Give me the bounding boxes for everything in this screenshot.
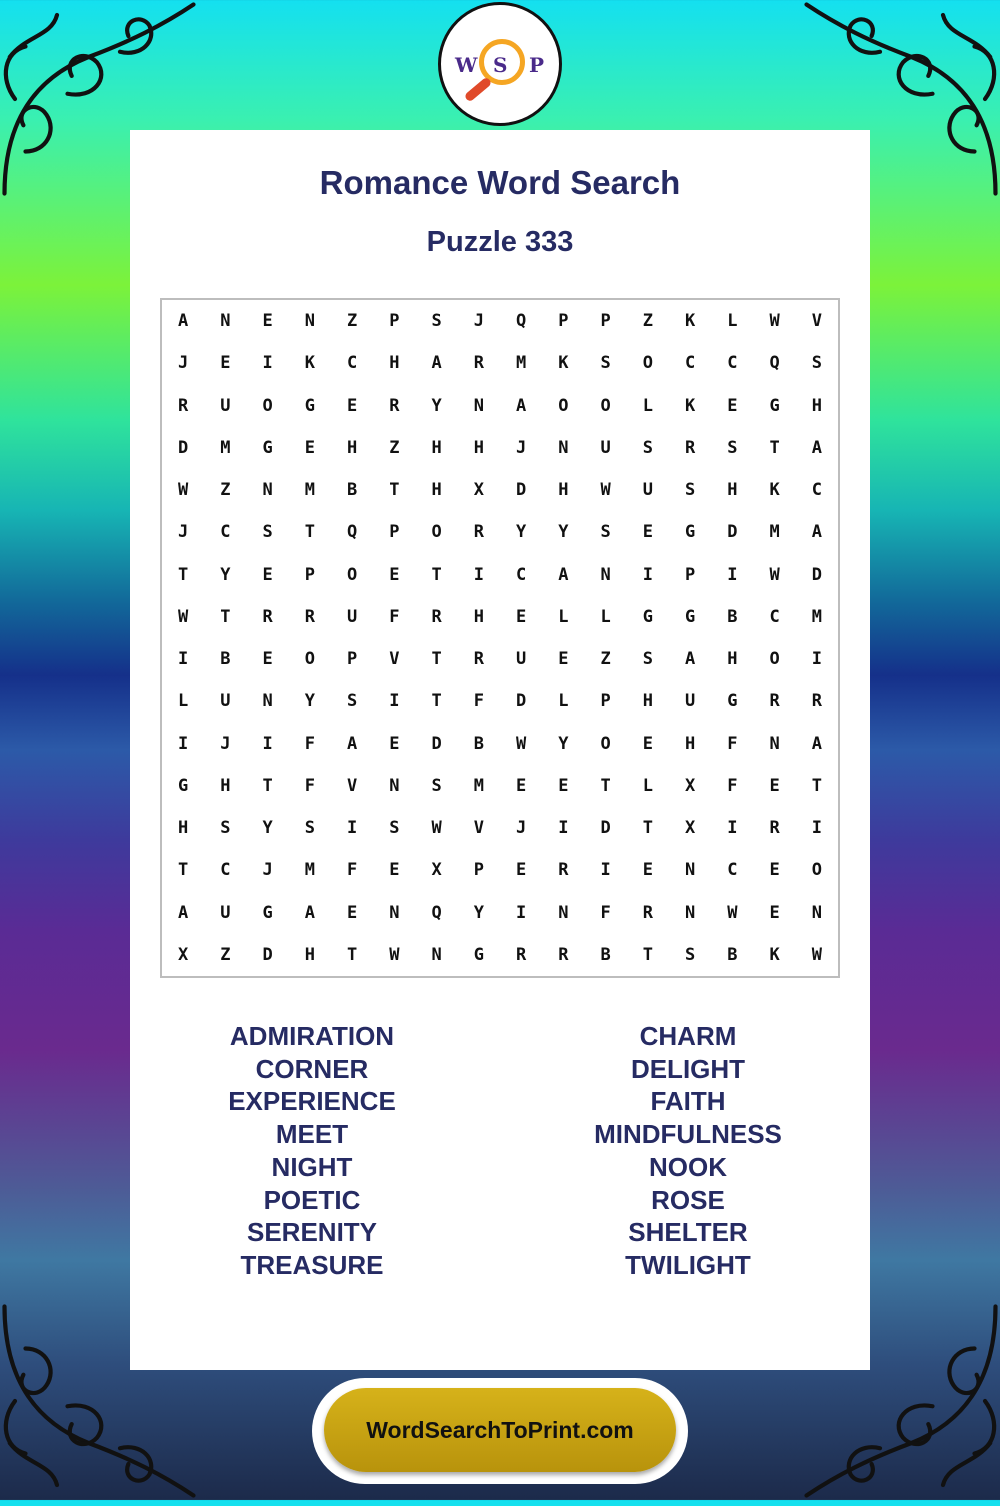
grid-cell: Q: [347, 522, 358, 543]
grid-cell: Y: [431, 395, 442, 416]
grid-cell: N: [262, 691, 273, 712]
word-item: MINDFULNESS: [594, 1119, 782, 1150]
grid-cell: N: [220, 311, 231, 332]
grid-cell: E: [727, 395, 738, 416]
grid-cell: U: [347, 606, 358, 627]
grid-cell: S: [262, 522, 273, 543]
grid-cell: R: [558, 860, 569, 881]
grid-cell: G: [262, 902, 273, 923]
grid-cell: E: [220, 353, 231, 374]
grid-cell: T: [262, 775, 273, 796]
puzzle-card: [130, 130, 870, 1370]
grid-cell: E: [262, 564, 273, 585]
grid-cell: V: [389, 649, 400, 670]
grid-cell: G: [685, 522, 696, 543]
grid-cell: X: [685, 775, 696, 796]
grid-cell: O: [262, 395, 273, 416]
grid-cell: I: [727, 818, 738, 839]
grid-cell: Z: [220, 480, 231, 501]
grid-cell: T: [431, 564, 442, 585]
grid-cell: T: [769, 437, 780, 458]
grid-cell: D: [811, 564, 822, 585]
grid-cell: F: [347, 860, 358, 881]
grid-cell: F: [727, 733, 738, 754]
grid-cell: X: [431, 860, 442, 881]
footer-badge: [312, 1378, 688, 1484]
grid-cell: H: [347, 437, 358, 458]
grid-cell: H: [220, 775, 231, 796]
grid-cell: I: [558, 818, 569, 839]
grid-cell: Z: [389, 437, 400, 458]
grid-cell: T: [431, 691, 442, 712]
word-item: TWILIGHT: [625, 1249, 751, 1280]
grid-cell: M: [220, 437, 231, 458]
grid-cell: I: [262, 733, 273, 754]
grid-cell: S: [431, 311, 442, 332]
grid-cell: H: [811, 395, 822, 416]
grid-cell: T: [178, 860, 189, 881]
grid-cell: O: [642, 353, 653, 374]
grid-cell: U: [600, 437, 611, 458]
grid-cell: B: [347, 480, 358, 501]
grid-cell: R: [178, 395, 189, 416]
grid-cell: G: [685, 606, 696, 627]
grid-cell: N: [811, 902, 822, 923]
word-item: NOOK: [649, 1151, 727, 1182]
site-logo[interactable]: [438, 2, 562, 126]
grid-cell: E: [769, 902, 780, 923]
grid-cell: W: [389, 944, 400, 965]
grid-cell: A: [347, 733, 358, 754]
grid-cell: E: [516, 606, 527, 627]
grid-cell: F: [600, 902, 611, 923]
grid-cell: P: [347, 649, 358, 670]
grid-cell: I: [811, 818, 822, 839]
grid-cell: B: [727, 944, 738, 965]
grid-cell: K: [769, 944, 780, 965]
grid-cell: H: [178, 818, 189, 839]
grid-cell: I: [642, 564, 653, 585]
grid-cell: N: [262, 480, 273, 501]
grid-cell: M: [516, 353, 527, 374]
grid-cell: D: [262, 944, 273, 965]
grid-cell: N: [685, 860, 696, 881]
grid-cell: R: [473, 649, 484, 670]
word-item: ROSE: [651, 1184, 725, 1215]
grid-cell: C: [727, 353, 738, 374]
grid-cell: Y: [558, 733, 569, 754]
grid-cell: J: [473, 311, 484, 332]
grid-cell: S: [347, 691, 358, 712]
grid-cell: R: [262, 606, 273, 627]
grid-cell: A: [811, 437, 822, 458]
word-item: POETIC: [263, 1184, 361, 1215]
grid-cell: G: [304, 395, 315, 416]
grid-cell: K: [685, 311, 696, 332]
grid-cell: N: [304, 311, 315, 332]
grid-cell: O: [600, 395, 611, 416]
word-list-right: [518, 1020, 858, 1282]
grid-cell: Y: [473, 902, 484, 923]
grid-cell: H: [389, 353, 400, 374]
grid-cell: S: [727, 437, 738, 458]
grid-cell: R: [769, 691, 780, 712]
word-list: [130, 1020, 870, 1290]
word-item: SERENITY: [246, 1217, 378, 1248]
grid-cell: E: [262, 649, 273, 670]
grid-cell: S: [600, 522, 611, 543]
grid-cell: X: [473, 480, 484, 501]
grid-cell: F: [304, 775, 315, 796]
grid-cell: D: [516, 691, 527, 712]
grid-cell: I: [262, 353, 273, 374]
grid-cell: E: [642, 733, 653, 754]
grid-cell: T: [389, 480, 400, 501]
grid-cell: G: [178, 775, 189, 796]
grid-cell: W: [431, 818, 442, 839]
grid-cell: W: [178, 606, 189, 627]
grid-cell: Z: [220, 944, 231, 965]
grid-cell: C: [220, 860, 231, 881]
grid-cell: H: [642, 691, 653, 712]
grid-cell: A: [811, 733, 822, 754]
grid-cell: L: [178, 691, 189, 712]
site-link-text: WordSearchToPrint.com: [366, 1416, 634, 1443]
grid-cell: J: [516, 437, 527, 458]
grid-cell: K: [685, 395, 696, 416]
grid-cell: F: [304, 733, 315, 754]
grid-cell: O: [600, 733, 611, 754]
grid-cell: E: [642, 860, 653, 881]
grid-cell: H: [431, 437, 442, 458]
grid-cell: A: [516, 395, 527, 416]
grid-cell: E: [304, 437, 315, 458]
grid-cell: O: [347, 564, 358, 585]
grid-cell: R: [516, 944, 527, 965]
grid-cell: H: [431, 480, 442, 501]
grid-cell: M: [304, 860, 315, 881]
grid-cell: Y: [262, 818, 273, 839]
grid-cell: P: [600, 311, 611, 332]
grid-cell: G: [473, 944, 484, 965]
grid-cell: P: [600, 691, 611, 712]
grid-cell: R: [558, 944, 569, 965]
grid-cell: I: [178, 649, 189, 670]
grid-cell: I: [389, 691, 400, 712]
grid-cell: T: [220, 606, 231, 627]
logo-letter: S: [493, 53, 508, 77]
grid-cell: C: [220, 522, 231, 543]
grid-cell: T: [431, 649, 442, 670]
grid-cell: G: [727, 691, 738, 712]
grid-cell: I: [178, 733, 189, 754]
grid-cell: E: [516, 775, 527, 796]
grid-cell: I: [600, 860, 611, 881]
grid-cell: R: [473, 522, 484, 543]
grid-cell: S: [642, 437, 653, 458]
word-list-left: [142, 1020, 482, 1282]
magnifier-handle: [464, 76, 493, 102]
grid-cell: N: [600, 564, 611, 585]
grid-cell: H: [727, 480, 738, 501]
grid-cell: D: [600, 818, 611, 839]
puzzle-number: Puzzle 333: [426, 226, 574, 258]
grid-cell: E: [389, 860, 400, 881]
grid-cell: J: [516, 818, 527, 839]
grid-cell: R: [304, 606, 315, 627]
grid-cell: A: [431, 353, 442, 374]
grid-cell: D: [431, 733, 442, 754]
grid-cell: G: [642, 606, 653, 627]
grid-cell: N: [431, 944, 442, 965]
grid-cell: E: [558, 649, 569, 670]
grid-cell: N: [389, 775, 400, 796]
grid-cell: R: [769, 818, 780, 839]
grid-cell: R: [473, 353, 484, 374]
grid-cell: H: [473, 437, 484, 458]
grid-cell: N: [685, 902, 696, 923]
grid-cell: Y: [558, 522, 569, 543]
grid-cell: C: [727, 860, 738, 881]
grid-cell: C: [769, 606, 780, 627]
grid-cell: L: [642, 395, 653, 416]
grid-cell: O: [304, 649, 315, 670]
page-title: Romance Word Search: [319, 164, 681, 201]
grid-cell: R: [811, 691, 822, 712]
grid-cell: A: [304, 902, 315, 923]
grid-cell: J: [178, 522, 189, 543]
grid-cell: A: [811, 522, 822, 543]
grid-cell: B: [727, 606, 738, 627]
grid-cell: Q: [769, 353, 780, 374]
grid-cell: F: [389, 606, 400, 627]
grid-cell: K: [769, 480, 780, 501]
grid-cell: L: [558, 691, 569, 712]
grid-cell: S: [304, 818, 315, 839]
grid-cell: I: [811, 649, 822, 670]
grid-cell: M: [473, 775, 484, 796]
grid-cell: Y: [220, 564, 231, 585]
grid-cell: W: [516, 733, 527, 754]
grid-cell: E: [347, 395, 358, 416]
grid-cell: U: [685, 691, 696, 712]
grid-cell: U: [220, 902, 231, 923]
word-item: ADMIRATION: [229, 1021, 395, 1051]
grid-cell: E: [642, 522, 653, 543]
grid-cell: L: [600, 606, 611, 627]
grid-cell: T: [347, 944, 358, 965]
grid-cell: E: [516, 860, 527, 881]
grid-cell: Q: [516, 311, 527, 332]
grid-cell: O: [811, 860, 822, 881]
grid-cell: I: [347, 818, 358, 839]
logo-letter: W: [455, 53, 478, 77]
grid-cell: I: [473, 564, 484, 585]
grid-cell: U: [516, 649, 527, 670]
grid-cell: A: [178, 902, 189, 923]
grid-cell: S: [431, 775, 442, 796]
grid-cell: I: [516, 902, 527, 923]
grid-cell: W: [769, 564, 780, 585]
grid-cell: T: [642, 818, 653, 839]
grid-cell: G: [769, 395, 780, 416]
grid-cell: P: [558, 311, 569, 332]
grid-cell: T: [304, 522, 315, 543]
word-item: NIGHT: [271, 1151, 353, 1182]
grid-cell: T: [811, 775, 822, 796]
grid-cell: S: [811, 353, 822, 374]
grid-cell: X: [178, 944, 189, 965]
grid-cell: D: [516, 480, 527, 501]
grid-cell: P: [389, 311, 400, 332]
grid-cell: T: [178, 564, 189, 585]
grid-cell: N: [558, 902, 569, 923]
grid-cell: A: [178, 311, 189, 332]
grid-cell: M: [304, 480, 315, 501]
grid-cell: M: [811, 606, 822, 627]
word-item: DELIGHT: [630, 1053, 746, 1084]
grid-cell: J: [262, 860, 273, 881]
grid-cell: R: [685, 437, 696, 458]
grid-cell: N: [769, 733, 780, 754]
grid-cell: P: [389, 522, 400, 543]
grid-cell: A: [558, 564, 569, 585]
word-item: EXPERIENCE: [228, 1086, 396, 1117]
grid-cell: B: [220, 649, 231, 670]
grid-cell: K: [304, 353, 315, 374]
word-item: CORNER: [255, 1053, 369, 1084]
grid-cell: M: [769, 522, 780, 543]
grid-cell: J: [220, 733, 231, 754]
grid-cell: C: [685, 353, 696, 374]
word-item: FAITH: [650, 1086, 726, 1117]
grid-cell: H: [727, 649, 738, 670]
grid-cell: P: [685, 564, 696, 585]
grid-cell: L: [727, 311, 738, 332]
grid-cell: P: [304, 564, 315, 585]
grid-cell: O: [769, 649, 780, 670]
grid-cell: G: [262, 437, 273, 458]
grid-cell: B: [600, 944, 611, 965]
grid-cell: H: [558, 480, 569, 501]
grid-cell: H: [473, 606, 484, 627]
grid-cell: S: [685, 944, 696, 965]
grid-cell: L: [642, 775, 653, 796]
grid-cell: H: [304, 944, 315, 965]
grid-cell: H: [685, 733, 696, 754]
site-link-button[interactable]: [324, 1388, 676, 1472]
grid-cell: T: [642, 944, 653, 965]
grid-cell: Z: [642, 311, 653, 332]
grid-cell: K: [558, 353, 569, 374]
grid-cell: U: [220, 395, 231, 416]
grid-cell: F: [727, 775, 738, 796]
grid-cell: C: [811, 480, 822, 501]
word-item: CHARM: [639, 1021, 737, 1051]
grid-cell: N: [558, 437, 569, 458]
grid-cell: E: [558, 775, 569, 796]
word-item: SHELTER: [628, 1217, 748, 1248]
grid-cell: R: [431, 606, 442, 627]
grid-cell: T: [600, 775, 611, 796]
grid-cell: R: [389, 395, 400, 416]
letter-grid: [160, 298, 840, 978]
grid-cell: J: [178, 353, 189, 374]
grid-cell: W: [178, 480, 189, 501]
grid-cell: N: [389, 902, 400, 923]
grid-cell: W: [600, 480, 611, 501]
grid-cell: Q: [431, 902, 442, 923]
grid-cell: E: [769, 775, 780, 796]
grid-cell: E: [262, 311, 273, 332]
grid-cell: F: [473, 691, 484, 712]
grid-cell: E: [389, 733, 400, 754]
grid-cell: W: [769, 311, 780, 332]
grid-cell: D: [178, 437, 189, 458]
grid-cell: V: [473, 818, 484, 839]
grid-cell: E: [389, 564, 400, 585]
grid-cell: V: [347, 775, 358, 796]
grid-cell: Z: [600, 649, 611, 670]
word-item: MEET: [275, 1119, 349, 1150]
grid-cell: Y: [516, 522, 527, 543]
grid-cell: X: [685, 818, 696, 839]
grid-cell: C: [516, 564, 527, 585]
grid-cell: O: [558, 395, 569, 416]
grid-cell: E: [769, 860, 780, 881]
grid-cell: N: [473, 395, 484, 416]
grid-cell: A: [685, 649, 696, 670]
grid-cell: U: [642, 480, 653, 501]
grid-cell: W: [727, 902, 738, 923]
word-item: TREASURE: [240, 1249, 384, 1280]
grid-cell: U: [220, 691, 231, 712]
grid-cell: S: [389, 818, 400, 839]
grid-cell: C: [347, 353, 358, 374]
grid-cell: V: [811, 311, 822, 332]
grid-cell: S: [685, 480, 696, 501]
grid-cell: O: [431, 522, 442, 543]
grid-cell: L: [558, 606, 569, 627]
grid-cell: S: [220, 818, 231, 839]
grid-cell: I: [727, 564, 738, 585]
logo-letter: P: [529, 53, 545, 77]
grid-cell: E: [347, 902, 358, 923]
grid-cell: R: [642, 902, 653, 923]
grid-cell: Y: [304, 691, 315, 712]
grid-cell: P: [473, 860, 484, 881]
grid-cell: S: [600, 353, 611, 374]
grid-cell: S: [642, 649, 653, 670]
grid-cell: D: [727, 522, 738, 543]
grid-cell: Z: [347, 311, 358, 332]
grid-cell: W: [811, 944, 822, 965]
grid-cell: B: [473, 733, 484, 754]
